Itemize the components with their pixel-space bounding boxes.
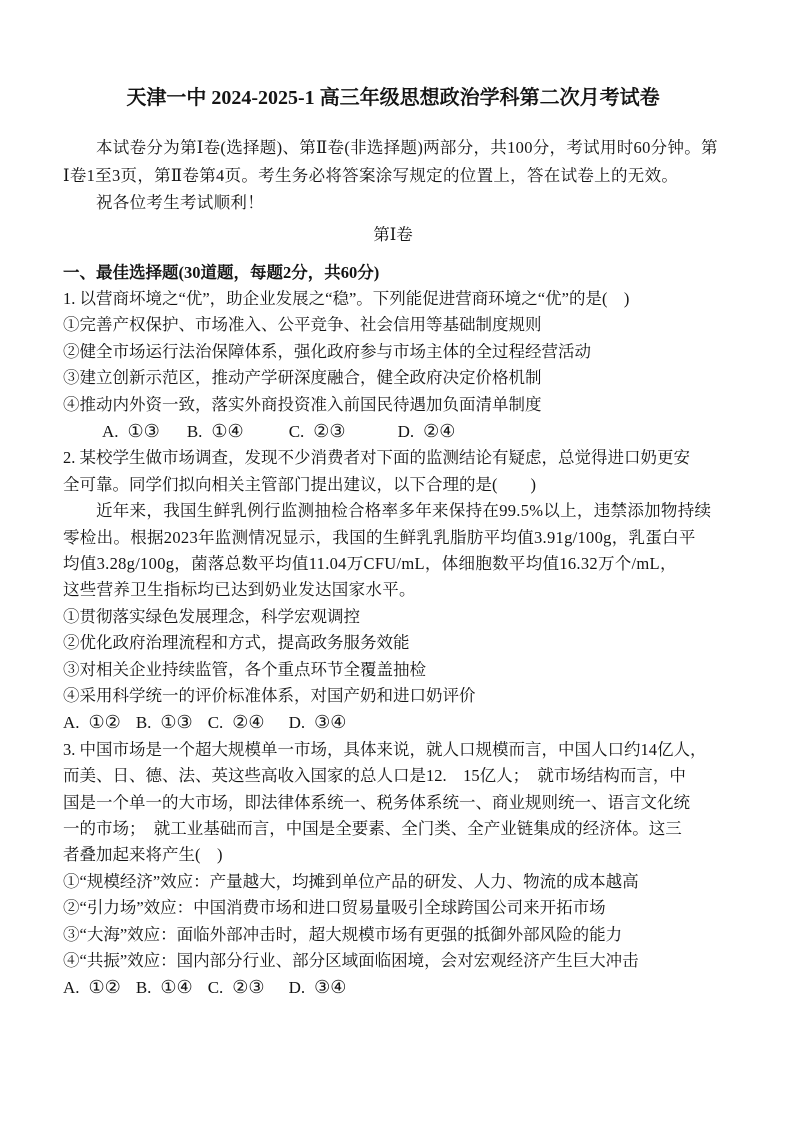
option-value: ①④ xyxy=(160,977,193,998)
option-value: ②④ xyxy=(232,712,265,733)
option-d xyxy=(289,974,347,1001)
choice-item-line: ②“引力场”效应：中国消费市场和进口贸易量吸引全球跨国公司来开拓市场 xyxy=(63,898,606,918)
choice-item-line: ①贯彻落实绿色发展理念，科学宏观调控 xyxy=(63,606,360,626)
section-heading: 第Ⅰ卷 xyxy=(373,224,413,244)
intro-line: Ⅰ卷1至3页，第Ⅱ卷第4页。考生务必将答案涂写规定的位置上，答在试卷上的无效。 xyxy=(63,165,679,185)
options-row xyxy=(63,418,723,445)
question-3 xyxy=(63,737,723,1002)
question-stem-line: 1. 以营商坏境之“优”，助企业发展之“稳”。下列能促进营商环境之“优”的是( ) xyxy=(63,288,630,308)
question-stem-line: 3. 中国市场是一个超大规模单一市场，具体来说，就人口规模而言，中国人口约14亿人， xyxy=(63,739,707,759)
choice-item-line: ③建立创新示范区，推动产学研深度融合，健全政府决定价格机制 xyxy=(63,368,542,388)
choice-item-line: ②优化政府治理流程和方式，提高政务服务效能 xyxy=(63,633,410,653)
option-label: B. xyxy=(186,421,203,441)
option-value: ②③ xyxy=(313,420,346,441)
question-stem-line: 而美、日、德、法、英这些高收入国家的总人口是12. 15亿人； 就市场结构而言，中 xyxy=(63,766,686,786)
option-b xyxy=(136,974,193,1001)
options-row xyxy=(63,709,723,736)
option-label: C. xyxy=(207,978,224,998)
choice-item-line: ④采用科学统一的评价标准体系，对国产奶和进口奶评价 xyxy=(63,686,476,705)
choice-item-line: ④推动内外资一致，落实外商投资准入前国民待遇加负面清单制度 xyxy=(63,394,542,414)
question-stem-line: 者叠加起来将产生( ) xyxy=(63,845,223,865)
wish-line: 祝各位考生考试顺利！ xyxy=(96,193,264,212)
choice-item-line: ①完善产权保护、市场准入、公平竞争、社会信用等基础制度规则 xyxy=(63,315,542,335)
part-heading: 一、最佳选择题(30道题，每题2分，共60分) xyxy=(63,262,380,282)
option-c xyxy=(208,974,265,1001)
option-label: B. xyxy=(135,713,152,733)
option-label: B. xyxy=(135,978,152,998)
option-value: ①④ xyxy=(211,420,244,441)
option-value: ①③ xyxy=(127,420,160,441)
option-value: ①② xyxy=(88,977,121,998)
page-title: 天津一中 2024-2025-1 高三年级思想政治学科第二次月考试卷 xyxy=(126,87,660,109)
question-stem-line: 2. 某校学生做市场调查，发现不少消费者对下面的监测结论有疑虑，总觉得进口奶更安 xyxy=(63,448,690,468)
question-1 xyxy=(63,286,723,445)
options-row xyxy=(63,974,723,1001)
survey-note-line: 均值3.28g/100g，菌落总数平均值11.04万CFU/mL，体细胞数平均值16.32万个/mL， xyxy=(63,553,677,573)
option-label: A. xyxy=(63,978,80,998)
option-a xyxy=(102,418,160,445)
option-a xyxy=(63,709,121,736)
choice-item-line: ③“大海”效应：面临外部冲击时，超大规模市场有更强的抵御外部风险的能力 xyxy=(63,924,623,944)
question-stem-line: 国是一个单一的大市场，即法律体系统一、税务体系统一、商业规则统一、语言文化统 xyxy=(63,792,690,812)
survey-note-line: 零检出。根据2023年监测情况显示，我国的生鲜乳乳脂肪平均值3.91g/100g，乳蛋白平 xyxy=(63,527,696,547)
option-value: ③④ xyxy=(314,977,347,998)
choice-item-line: ③对相关企业持续监管，各个重点环节全覆盖抽检 xyxy=(63,659,426,679)
option-d xyxy=(289,709,347,736)
survey-note-line: 近年来，我国生鲜乳例行监测抽检合格率多年来保持在99.5%以上，违禁添加物持续 xyxy=(96,501,712,521)
option-value: ①③ xyxy=(160,712,193,733)
survey-note-line: 这些营养卫生指标均已达到奶业发达国家水平。 xyxy=(63,580,416,600)
option-label: D. xyxy=(288,713,306,733)
option-value: ①② xyxy=(88,712,121,733)
choice-item-line: ④“共振”效应：国内部分行业、部分区域面临困境，会对宏观经济产生巨大冲击 xyxy=(63,951,639,971)
option-label: A. xyxy=(102,421,119,441)
option-b xyxy=(136,709,193,736)
question-stem-line: 全可靠。同学们拟向相关主管部门提出建议，以下合理的是( ) xyxy=(63,474,536,494)
option-label: C. xyxy=(207,713,224,733)
option-value: ②③ xyxy=(232,977,265,998)
option-value: ②④ xyxy=(423,420,456,441)
question-2 xyxy=(63,445,723,736)
choice-item-line: ①“规模经济”效应：产量越大，均摊到单位产品的研发、人力、物流的成本越高 xyxy=(63,871,639,891)
option-c xyxy=(208,709,265,736)
option-label: D. xyxy=(397,421,415,441)
option-label: D. xyxy=(288,978,306,998)
option-d xyxy=(398,418,456,445)
exam-intro xyxy=(63,134,723,217)
option-b xyxy=(187,418,244,445)
choice-item-line: ②健全市场运行法治保障体系，强化政府参与市场主体的全过程经营活动 xyxy=(63,341,591,361)
question-stem-line: 一的市场； 就工业基础而言，中国是全要素、全门类、全产业链集成的经济体。这三 xyxy=(63,819,682,839)
option-a xyxy=(63,974,121,1001)
survey-note xyxy=(63,498,723,604)
intro-line: 本试卷分为第Ⅰ卷(选择题)、第Ⅱ卷(非选择题)两部分，共100分，考试用时60分钟。第 xyxy=(96,138,718,157)
option-label: A. xyxy=(63,713,80,733)
option-c xyxy=(289,418,346,445)
option-value: ③④ xyxy=(314,712,347,733)
option-label: C. xyxy=(288,421,305,441)
